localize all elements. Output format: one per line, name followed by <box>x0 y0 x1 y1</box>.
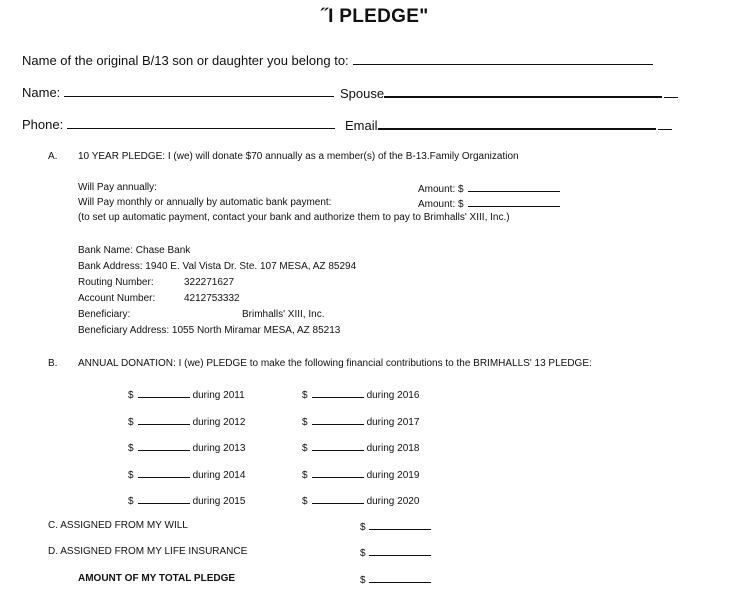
will-amount-field[interactable] <box>369 520 431 530</box>
year-left-amount-field-4[interactable] <box>138 494 190 504</box>
name-row <box>22 85 334 100</box>
monthly-amount-field[interactable] <box>468 197 560 207</box>
year-right-year-label-4: during 2020 <box>366 496 420 507</box>
year-right-row-0 <box>302 388 419 401</box>
spouse-field[interactable] <box>384 85 662 98</box>
spouse-label: Spouse <box>340 86 385 101</box>
phone-row <box>22 117 335 132</box>
annual-amount-label: Amount: $ <box>418 184 464 195</box>
name-label: Name: <box>22 85 61 100</box>
year-right-amount-field-3[interactable] <box>312 468 364 478</box>
life-insurance-amount-field[interactable] <box>369 546 431 556</box>
currency-sign: $ <box>302 469 308 481</box>
year-left-year-label-0: during 2011 <box>192 390 245 401</box>
pay-monthly-label: Will Pay monthly or annually by automatic bank payment: <box>78 197 332 208</box>
phone-label: Phone: <box>22 117 64 132</box>
currency-sign: $ <box>302 416 308 428</box>
year-right-amount-field-2[interactable] <box>312 441 364 451</box>
page-title: ˝I PLEDGE" <box>321 6 429 27</box>
total-pledge-field[interactable] <box>369 573 431 583</box>
spouse-field-tail <box>664 86 678 98</box>
bank-address: Bank Address: 1940 E. Val Vista Dr. Ste. 107 MESA, AZ 85294 <box>78 261 357 272</box>
email-row <box>345 117 672 133</box>
year-left-amount-field-3[interactable] <box>138 468 190 478</box>
name-field[interactable] <box>64 85 334 97</box>
section-a-heading: 10 YEAR PLEDGE: I (we) will donate $70 annually as a member(s) of the B-13.Family Organization <box>78 151 519 162</box>
year-left-row-3 <box>128 468 245 481</box>
currency-sign: $ <box>128 496 134 507</box>
year-left-row-0 <box>128 388 245 401</box>
section-a-letter: A. <box>48 151 58 162</box>
email-field-tail <box>658 118 672 130</box>
beneficiary-label: Beneficiary: <box>78 309 131 320</box>
will-label: C. ASSIGNED FROM MY WILL <box>48 520 188 531</box>
annual-amount-row <box>418 182 560 195</box>
will-currency: $ <box>360 522 366 533</box>
monthly-amount-label: Amount: $ <box>418 199 464 210</box>
life-insurance-amount-row <box>360 546 431 559</box>
monthly-amount-row <box>418 197 560 210</box>
year-left-year-label-2: during 2013 <box>192 443 246 454</box>
total-currency: $ <box>360 575 366 586</box>
year-right-amount-field-4[interactable] <box>312 494 364 504</box>
phone-field[interactable] <box>67 117 335 129</box>
original-member-label: Name of the original B/13 son or daughter you belong to: <box>22 53 349 68</box>
email-label: Email <box>345 118 378 133</box>
year-left-row-4 <box>128 494 245 507</box>
beneficiary-value: Brimhalls' XIII, Inc. <box>242 309 325 320</box>
currency-sign: $ <box>302 496 308 507</box>
year-left-amount-field-0[interactable] <box>138 388 190 398</box>
account-number-value: 4212753332 <box>184 293 240 304</box>
currency-sign: $ <box>128 443 134 454</box>
year-right-year-label-0: during 2016 <box>366 390 420 401</box>
year-right-year-label-1: during 2017 <box>366 416 420 428</box>
year-left-row-1 <box>128 415 245 428</box>
will-amount-row <box>360 520 431 533</box>
section-b-letter: B. <box>48 358 58 369</box>
year-right-row-4 <box>302 494 419 507</box>
account-number-label: Account Number: <box>78 293 156 304</box>
year-right-row-1 <box>302 415 419 428</box>
currency-sign: $ <box>128 469 134 481</box>
beneficiary-address: Beneficiary Address: 1055 North Miramar MESA, AZ 85213 <box>78 325 341 336</box>
year-right-row-3 <box>302 468 419 481</box>
annual-amount-field[interactable] <box>468 182 560 192</box>
currency-sign: $ <box>302 443 308 454</box>
spouse-row <box>340 85 678 101</box>
year-left-year-label-4: during 2015 <box>192 496 246 507</box>
year-left-amount-field-2[interactable] <box>138 441 190 451</box>
year-right-year-label-2: during 2018 <box>366 443 420 454</box>
year-right-row-2 <box>302 441 419 454</box>
currency-sign: $ <box>302 390 308 401</box>
total-pledge-row <box>360 573 431 586</box>
bank-name: Bank Name: Chase Bank <box>78 245 191 256</box>
year-left-amount-field-1[interactable] <box>138 415 190 425</box>
auto-payment-note: (to set up automatic payment, contact your bank and authorize them to pay to Brimhalls' XIII, Inc.) <box>78 212 510 223</box>
routing-number-label: Routing Number: <box>78 277 154 288</box>
year-right-amount-field-1[interactable] <box>312 415 364 425</box>
life-insurance-currency: $ <box>360 548 366 559</box>
original-member-field[interactable] <box>353 53 653 65</box>
total-pledge-label: AMOUNT OF MY TOTAL PLEDGE <box>78 573 236 584</box>
year-left-row-2 <box>128 441 245 454</box>
original-member-row <box>22 53 653 68</box>
currency-sign: $ <box>128 416 134 428</box>
year-right-year-label-3: during 2019 <box>366 469 420 481</box>
email-field[interactable] <box>378 117 656 130</box>
year-right-amount-field-0[interactable] <box>312 388 364 398</box>
section-b-heading: ANNUAL DONATION: I (we) PLEDGE to make the following financial contributions to the BRIMHALLS' 13 PLEDGE: <box>78 358 592 369</box>
currency-sign: $ <box>128 390 134 401</box>
life-insurance-label: D. ASSIGNED FROM MY LIFE INSURANCE <box>48 546 248 557</box>
year-left-year-label-3: during 2014 <box>192 469 246 481</box>
pay-annually-label: Will Pay annually: <box>78 182 157 193</box>
routing-number-value: 322271627 <box>184 277 235 288</box>
year-left-year-label-1: during 2012 <box>192 416 246 428</box>
